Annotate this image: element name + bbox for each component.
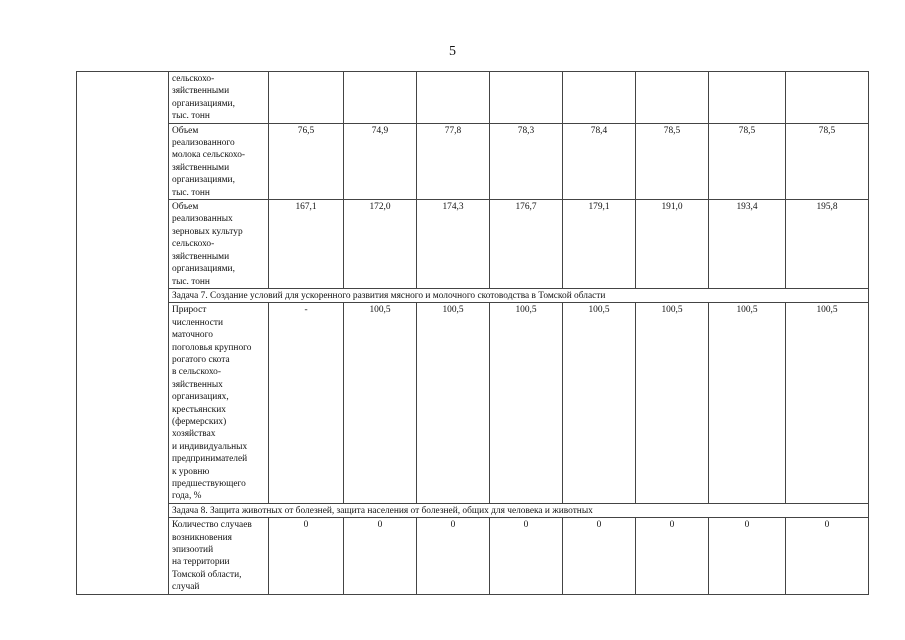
table-row bbox=[77, 303, 869, 504]
value-cell: 179,1 bbox=[563, 200, 636, 289]
value-cell: 100,5 bbox=[344, 303, 417, 504]
value-cell bbox=[709, 72, 786, 124]
value-cell: 0 bbox=[636, 518, 709, 594]
value-cell bbox=[269, 72, 344, 124]
task-heading-row bbox=[77, 503, 869, 517]
value-cell: 78,5 bbox=[709, 123, 786, 199]
table-row bbox=[77, 72, 869, 124]
value-cell: 100,5 bbox=[490, 303, 563, 504]
indicators-table bbox=[76, 71, 869, 595]
value-cell bbox=[344, 72, 417, 124]
value-cell: 100,5 bbox=[636, 303, 709, 504]
value-cell: 100,5 bbox=[709, 303, 786, 504]
value-cell: 172,0 bbox=[344, 200, 417, 289]
value-cell: 0 bbox=[786, 518, 869, 594]
value-cell: 78,3 bbox=[490, 123, 563, 199]
value-cell: 0 bbox=[709, 518, 786, 594]
value-cell: 0 bbox=[344, 518, 417, 594]
value-cell: 176,7 bbox=[490, 200, 563, 289]
value-cell bbox=[490, 72, 563, 124]
table-row bbox=[77, 518, 869, 594]
value-cell: 74,9 bbox=[344, 123, 417, 199]
indicator-label: Объем реализованных зерновых культур сельскохо- зяйственными организациями, тыс. тонн bbox=[169, 200, 269, 289]
value-cell: 195,8 bbox=[786, 200, 869, 289]
value-cell: 100,5 bbox=[786, 303, 869, 504]
page-number: 5 bbox=[449, 44, 456, 59]
value-cell: 191,0 bbox=[636, 200, 709, 289]
value-cell: - bbox=[269, 303, 344, 504]
value-cell: 77,8 bbox=[417, 123, 490, 199]
value-cell: 100,5 bbox=[563, 303, 636, 504]
empty-left-cell bbox=[77, 72, 169, 595]
value-cell bbox=[636, 72, 709, 124]
value-cell bbox=[786, 72, 869, 124]
indicator-label: Объем реализованного молока сельскохо- зяйственными организациями, тыс. тонн bbox=[169, 123, 269, 199]
value-cell: 100,5 bbox=[417, 303, 490, 504]
value-cell: 174,3 bbox=[417, 200, 490, 289]
table-row bbox=[77, 123, 869, 199]
indicator-label: сельскохо- зяйственными организациями, тыс. тонн bbox=[169, 72, 269, 124]
value-cell: 0 bbox=[269, 518, 344, 594]
value-cell bbox=[417, 72, 490, 124]
value-cell bbox=[563, 72, 636, 124]
value-cell: 78,4 bbox=[563, 123, 636, 199]
value-cell: 0 bbox=[563, 518, 636, 594]
task-heading-row bbox=[77, 288, 869, 302]
indicator-label: Прирост численности маточного поголовья крупного рогатого скота в сельскохо- зяйственных организациях, крестьянских (фермерских) хозяйствах и индивидуальных предпринимателей к уровню предшествующего года, % bbox=[169, 303, 269, 504]
task-7-title: Задача 7. Создание условий для ускоренного развития мясного и молочного скотоводства в Томской области bbox=[169, 288, 869, 302]
value-cell: 167,1 bbox=[269, 200, 344, 289]
task-8-title: Задача 8. Защита животных от болезней, защита населения от болезней, общих для человека и животных bbox=[169, 503, 869, 517]
table-row bbox=[77, 200, 869, 289]
indicator-label: Количество случаев возникновения эпизоотий на территории Томской области, случай bbox=[169, 518, 269, 594]
value-cell: 78,5 bbox=[636, 123, 709, 199]
value-cell: 0 bbox=[490, 518, 563, 594]
value-cell: 0 bbox=[417, 518, 490, 594]
value-cell: 76,5 bbox=[269, 123, 344, 199]
value-cell: 78,5 bbox=[786, 123, 869, 199]
value-cell: 193,4 bbox=[709, 200, 786, 289]
